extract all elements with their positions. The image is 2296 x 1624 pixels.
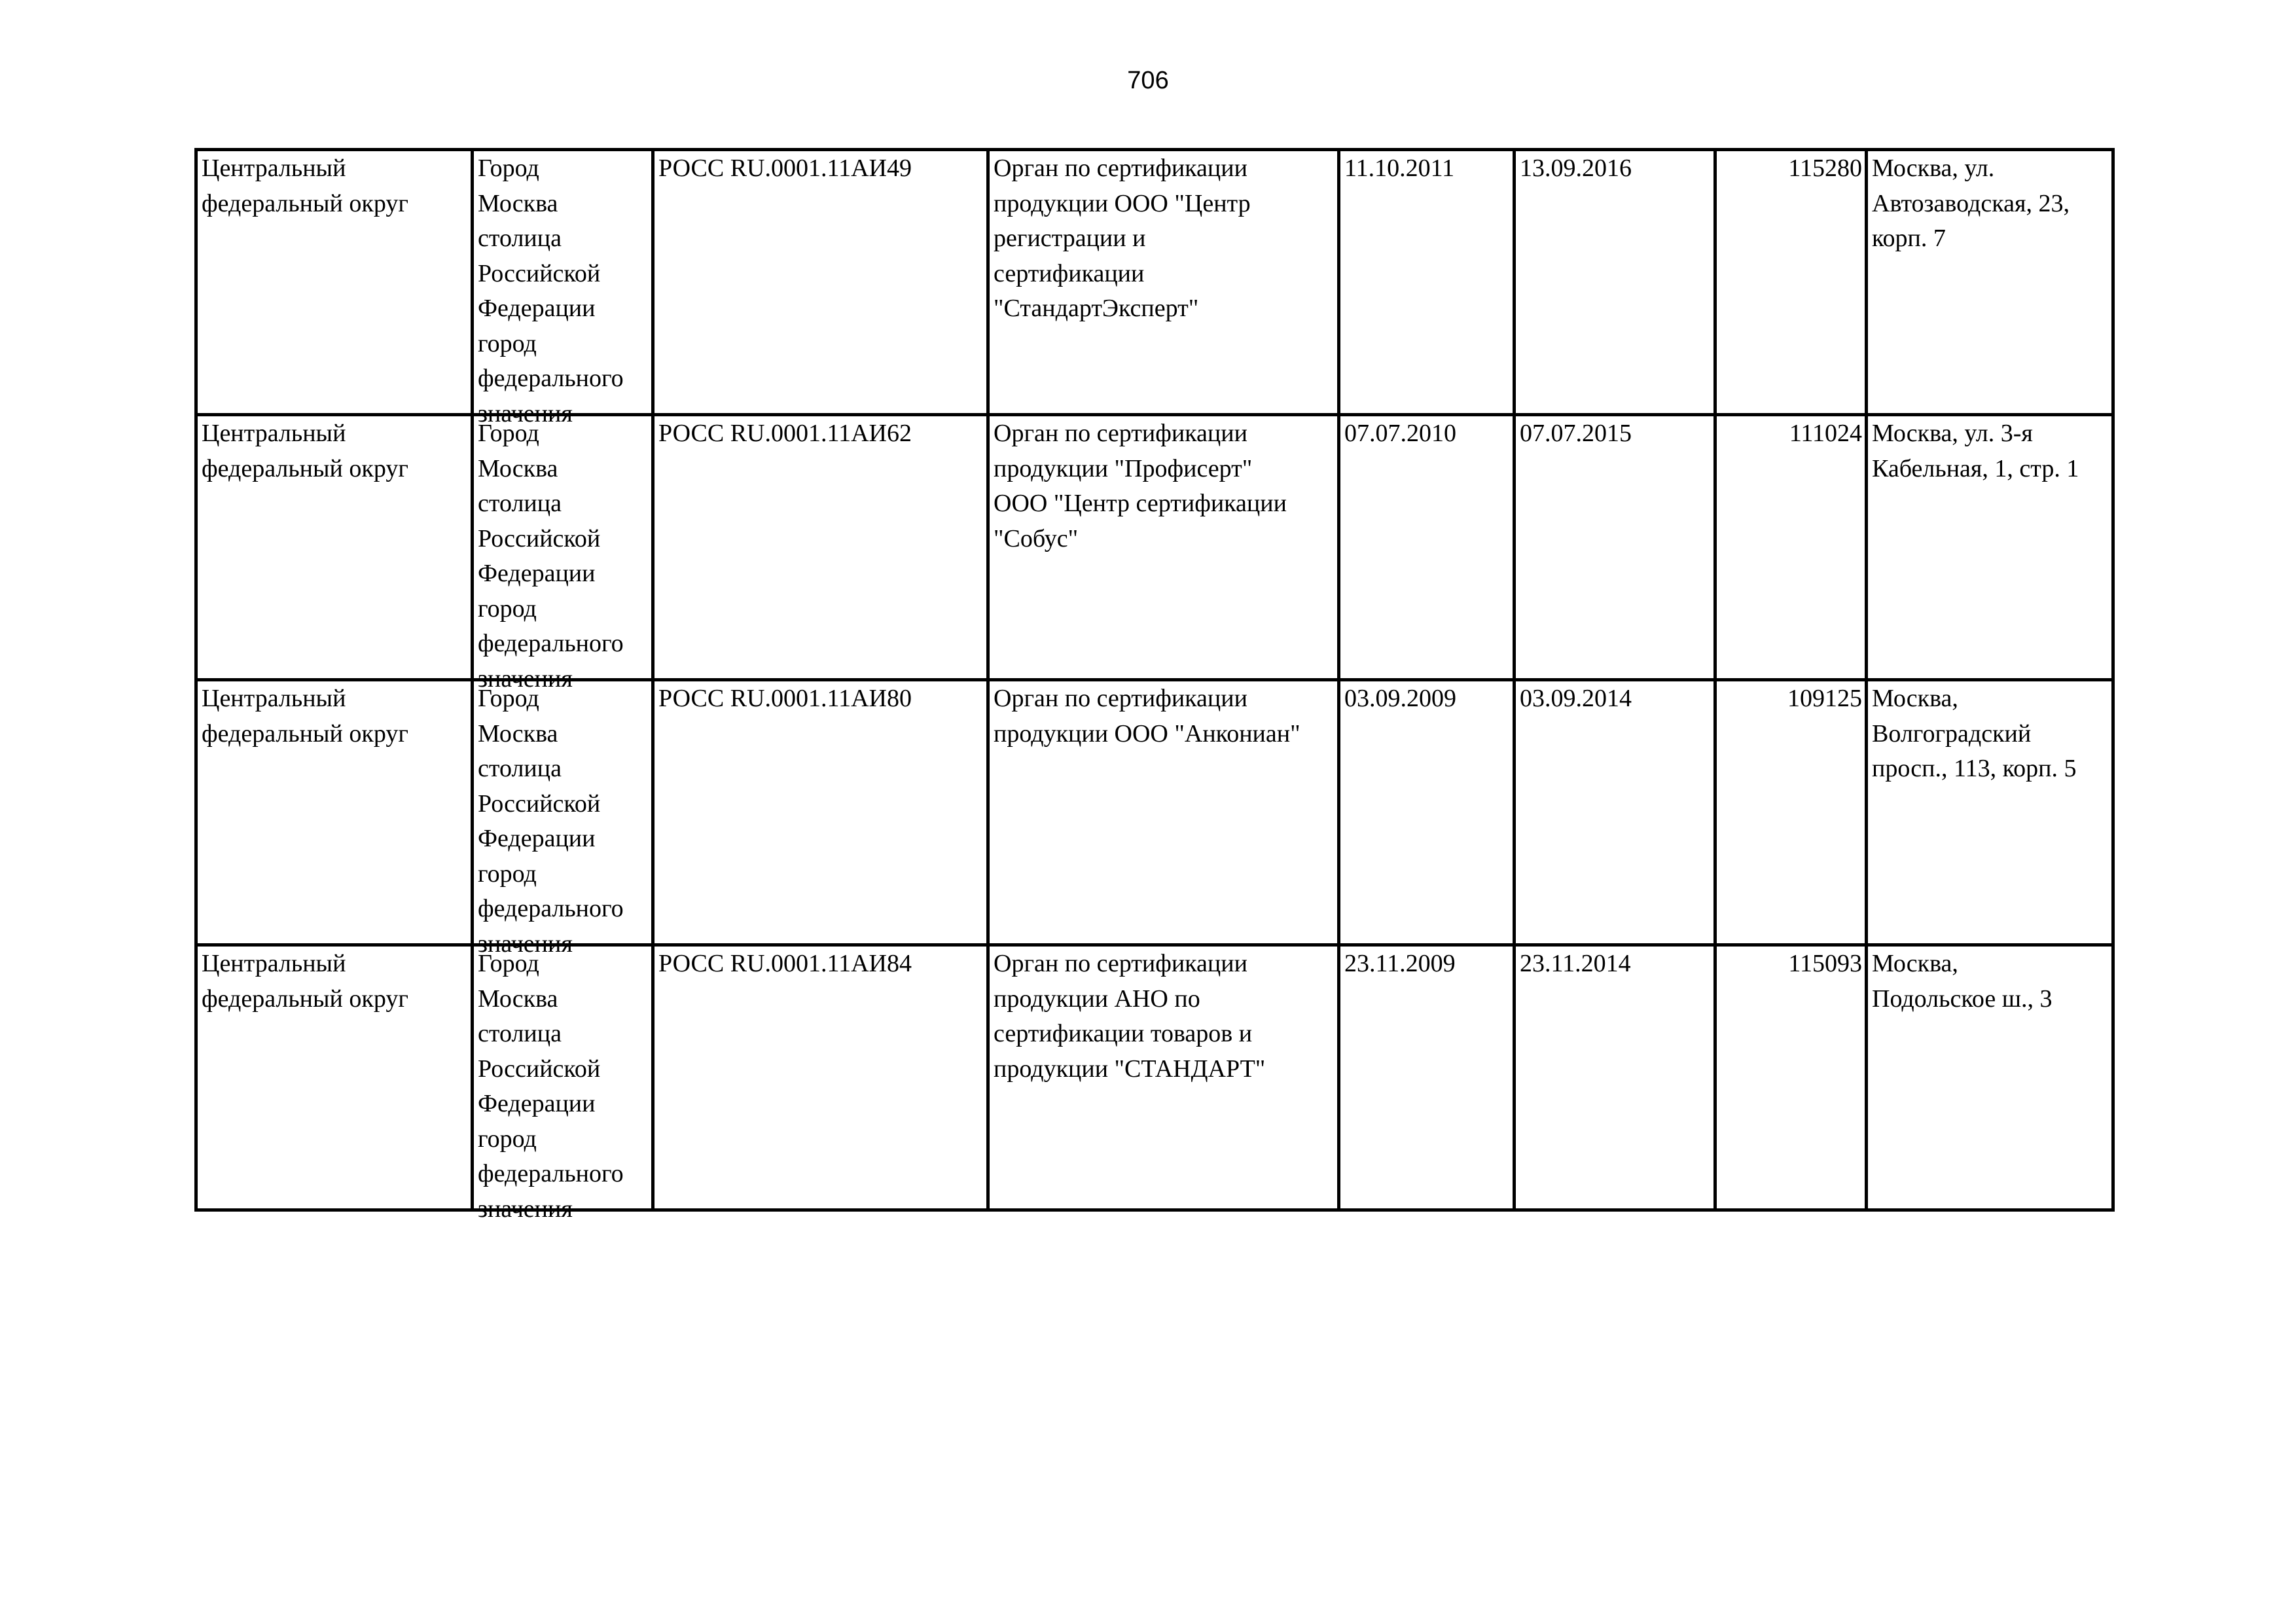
cell-reg-number: РОСС RU.0001.11АИ80 (653, 680, 988, 945)
cell-organization: Орган по сертификации продукции ООО "Центр регистрации и сертификации "СтандартЭксперт" (988, 150, 1339, 415)
cell-date-expires: 07.07.2015 (1515, 415, 1715, 680)
cell-postcode: 115093 (1715, 945, 1867, 1210)
cell-district: Центральный федеральный округ (196, 415, 473, 680)
cell-district: Центральный федеральный округ (196, 945, 473, 1210)
table-row (196, 415, 2113, 680)
cell-reg-number: РОСС RU.0001.11АИ84 (653, 945, 988, 1210)
cell-region: Город Москва столица Российской Федерации город федерального значения (473, 945, 653, 1210)
table-row (196, 945, 2113, 1210)
cell-organization: Орган по сертификации продукции АНО по сертификации товаров и продукции "СТАНДАРТ" (988, 945, 1339, 1210)
cell-region: Город Москва столица Российской Федерации город федерального значения (473, 150, 653, 415)
cell-date-issued: 23.11.2009 (1339, 945, 1515, 1210)
table-row (196, 680, 2113, 945)
cell-date-expires: 23.11.2014 (1515, 945, 1715, 1210)
cell-organization: Орган по сертификации продукции "Профисерт" ООО "Центр сертификации "Собус" (988, 415, 1339, 680)
cell-address: Москва, ул. Автозаводская, 23, корп. 7 (1867, 150, 2113, 415)
cell-region: Город Москва столица Российской Федерации город федерального значения (473, 680, 653, 945)
cell-district: Центральный федеральный округ (196, 680, 473, 945)
table-row (196, 150, 2113, 415)
certification-bodies-table (194, 148, 2115, 1223)
cell-address: Москва, ул. 3-я Кабельная, 1, стр. 1 (1867, 415, 2113, 680)
cell-district: Центральный федеральный округ (196, 150, 473, 415)
cell-date-issued: 07.07.2010 (1339, 415, 1515, 680)
cell-reg-number: РОСС RU.0001.11АИ62 (653, 415, 988, 680)
page-number: 706 (1127, 67, 1169, 94)
cell-address: Москва, Волгоградский просп., 113, корп. 5 (1867, 680, 2113, 945)
cell-date-expires: 03.09.2014 (1515, 680, 1715, 945)
cell-date-expires: 13.09.2016 (1515, 150, 1715, 415)
cell-postcode: 111024 (1715, 415, 1867, 680)
cell-postcode: 109125 (1715, 680, 1867, 945)
cell-region: Город Москва столица Российской Федерации город федерального значения (473, 415, 653, 680)
cell-date-issued: 11.10.2011 (1339, 150, 1515, 415)
cell-organization: Орган по сертификации продукции ООО "Анкониан" (988, 680, 1339, 945)
cell-address: Москва, Подольское ш., 3 (1867, 945, 2113, 1210)
cell-reg-number: РОСС RU.0001.11АИ49 (653, 150, 988, 415)
cell-postcode: 115280 (1715, 150, 1867, 415)
cell-date-issued: 03.09.2009 (1339, 680, 1515, 945)
